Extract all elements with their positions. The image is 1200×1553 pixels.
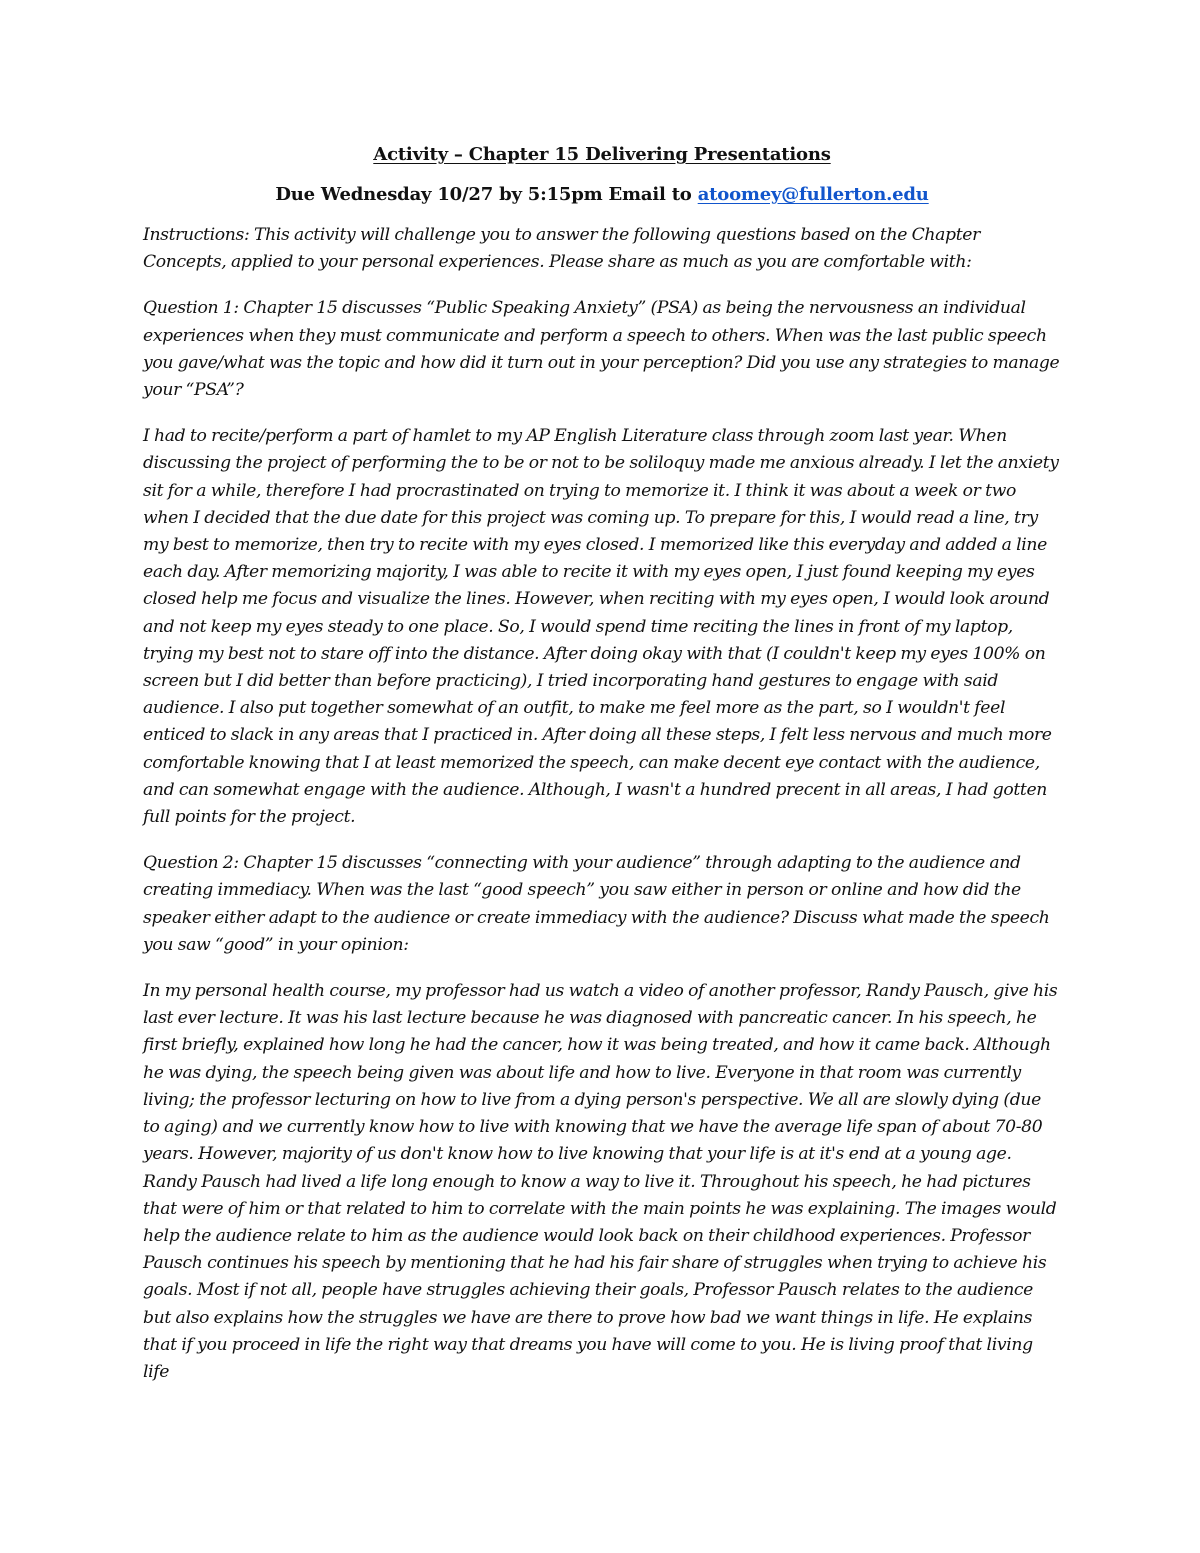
question-1: Question 1: Chapter 15 discusses “Public Speaking Anxiety” (PSA) as being the nervousness an individual experiences when they must communicate and perform a speech to others. When was the last public speech you gave/what was the topic and how did it turn out in your perception? Did you use any strategies to manage your “PSA”?: [143, 298, 1060, 401]
email-link[interactable]: atoomey@fullerton.edu: [697, 184, 929, 205]
document-title: Activity – Chapter 15 Delivering Presentations: [373, 144, 831, 165]
instructions-paragraph: Instructions: This activity will challenge you to answer the following questions based on the Chapter Concepts, applied to your personal experiences. Please share as much as you are comfortable with:: [143, 225, 980, 273]
question-2: Question 2: Chapter 15 discusses “connecting with your audience” through adapting to the audience and creating immediacy. When was the last “good speech” you saw either in person or online and how did the speaker either adapt to the audience or create immediacy with the audience? Discuss what made the speech you saw “good” in your opinion:: [143, 853, 1050, 955]
due-text: Due Wednesday 10/27 by 5:15pm Email to: [275, 184, 698, 205]
due-line: [143, 180, 1061, 210]
document-page: [143, 140, 1061, 1405]
answer-2: In my personal health course, my professor had us watch a video of another professor, Randy Pausch, give his last ever lecture. It was his last lecture because he was diagnosed with pancreatic cancer. In his speech, he first briefly, explained how long he had the cancer, how it was being treated, and how it came back. Although he was dying, the speech being given was about life and how to live. Everyone in that room was currently living; the professor lecturing on how to live from a dying person's perspective. We all are slowly dying (due to aging) and we currently know how to live with knowing that we have the average life span of about 70-80 years. However, majority of us don't know how to live knowing that your life is at it's end at a young age. Randy Pausch had lived a life long enough to know a way to live it. Throughout his speech, he had pictures that were of him or that related to him to correlate with the main points he was explaining. The images would help the audience relate to him as the audience would look back on their childhood experiences. Professor Pausch continues his speech by mentioning that he had his fair share of struggles when trying to achieve his goals. Most if not all, people have struggles achieving their goals, Professor Pausch relates to the audience but also explains how the struggles we have are there to prove how bad we want things in life. He explains that if you proceed in life the right way that dreams you have will come to you. He is living proof that living life: [143, 981, 1058, 1382]
answer-1: I had to recite/perform a part of hamlet to my AP English Literature class through zoom last year. When discussing the project of performing the to be or not to be soliloquy made me anxious already. I let the anxiety sit for a while, therefore I had procrastinated on trying to memorize it. I think it was about a week or two when I decided that the due date for this project was coming up. To prepare for this, I would read a line, try my best to memorize, then try to recite with my eyes closed. I memorized like this everyday and added a line each day. After memorizing majority, I was able to recite it with my eyes open, I just found keeping my eyes closed help me focus and visualize the lines. However, when reciting with my eyes open, I would look around and not keep my eyes steady to one place. So, I would spend time reciting the lines in front of my laptop, trying my best not to stare off into the distance. After doing okay with that (I couldn't keep my eyes 100% on screen but I did better than before practicing), I tried incorporating hand gestures to engage with said audience. I also put together somewhat of an outfit, to make me feel more as the part, so I wouldn't feel enticed to slack in any areas that I practiced in. After doing all these steps, I felt less nervous and much more comfortable knowing that I at least memorized the speech, can make decent eye contact with the audience, and can somewhat engage with the audience. Although, I wasn't a hundred precent in all areas, I had gotten full points for the project.: [143, 426, 1059, 828]
